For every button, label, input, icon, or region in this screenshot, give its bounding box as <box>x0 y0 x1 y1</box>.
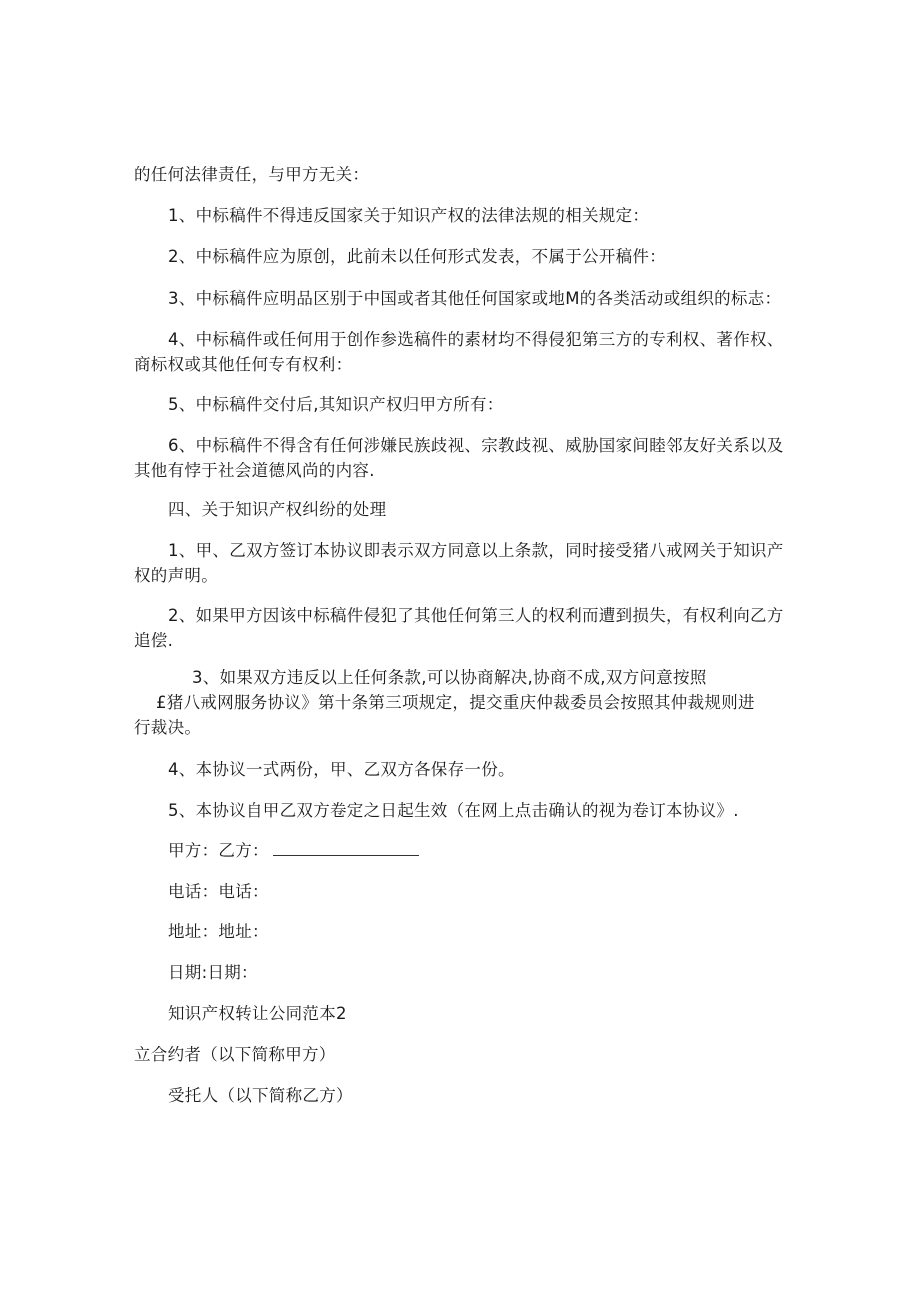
clause-4-3-line2: £猪八戒网服务协议》第十条第三项规定，提交重庆仲裁委员会按照其仲裁规则进 <box>156 693 755 712</box>
clause-4-1-line2: 权的声明。 <box>134 566 218 585</box>
clause-4-4: 4、本协议一式两份，甲、乙双方各保存一份。 <box>168 760 515 779</box>
clause-3-2: 2、中标稿件应为原创，此前未以任何形式发表，不属于公开稿件： <box>168 247 666 266</box>
section-4-heading: 四、关于知识产权纠纷的处理 <box>168 500 387 519</box>
clause-3-1: 1、中标稿件不得违反国家关于知识产权的法律法规的相关规定： <box>168 206 650 225</box>
clause-4-5: 5、本协议自甲乙双方卷定之日起生效（在网上点击确认的视为卷订本协议》. <box>168 801 739 820</box>
phone-row: 电话：电话： <box>168 882 269 901</box>
party-a-definition: 立合约者（以下简称甲方） <box>134 1045 336 1064</box>
clause-3-5: 5、中标稿件交付后,其知识产权归甲方所有： <box>168 395 504 414</box>
clause-3-4-line2: 商标权或其他任何专有权利： <box>134 355 353 374</box>
address-row: 地址：地址： <box>168 922 269 941</box>
party-labels: 甲方：乙方： <box>168 841 269 860</box>
signature-party-row <box>168 837 419 864</box>
signature-blank-line <box>273 843 419 856</box>
date-row: 日期:日期： <box>168 963 258 982</box>
clause-3-6-line2: 其他有悖于社会道德风尚的内容. <box>134 461 375 480</box>
clause-3-3: 3、中标稿件应明品区别于中国或者其他任何国家或地M的各类活动或组织的标志： <box>168 289 782 308</box>
clause-3-4-line1: 4、中标稿件或任何用于创作参选稿件的素材均不得侵犯第三方的专利权、著作权、 <box>168 330 784 349</box>
clause-4-2-line2: 追偿. <box>134 631 174 650</box>
clause-4-3-line3: 行裁决。 <box>134 718 202 737</box>
clause-3-6-line1: 6、中标稿件不得含有任何涉嫌民族歧视、宗教歧视、威胁国家间睦邻友好关系以及 <box>168 436 784 455</box>
clause-4-3-line1: 3、如果双方违反以上任何条款,可以协商解决,协商不成,双方问意按照 <box>192 668 707 687</box>
template-title: 知识产权转让公同范本2 <box>168 1004 347 1023</box>
party-b-definition: 受托人（以下简称乙方） <box>168 1086 353 1105</box>
clause-4-2-line1: 2、如果甲方因该中标稿件侵犯了其他任何第三人的权利而遭到损失，有权利向乙方 <box>168 606 784 625</box>
line-intro: 的任何法律责任，与甲方无关： <box>134 165 370 184</box>
clause-4-1-line1: 1、甲、乙双方签订本协议即表示双方同意以上条款，同时接受猪八戒网关于知识产 <box>168 541 784 560</box>
